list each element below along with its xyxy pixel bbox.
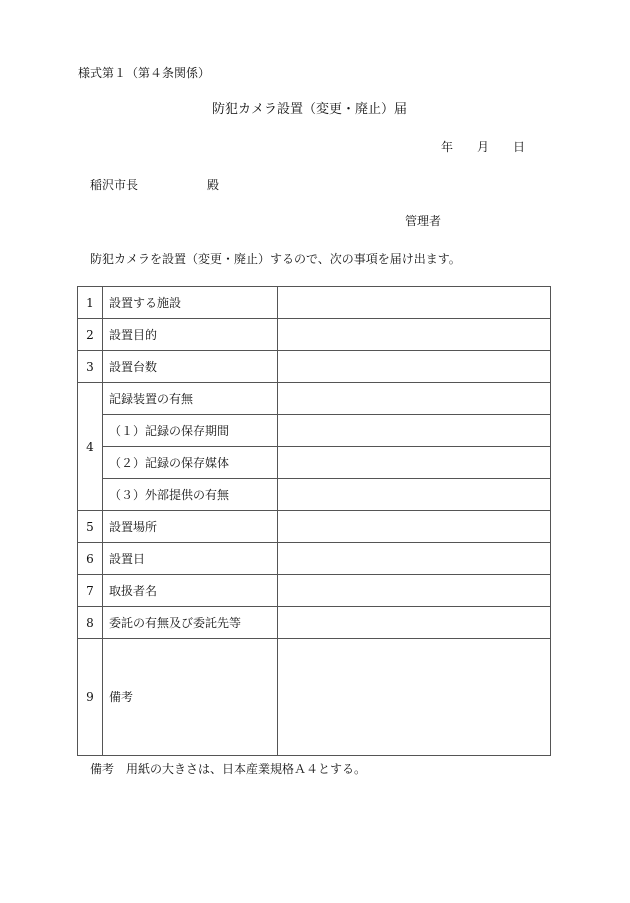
document-title: 防犯カメラ設置（変更・廃止）届 xyxy=(212,102,408,117)
row-number: 9 xyxy=(78,639,103,756)
row-value[interactable] xyxy=(278,319,551,351)
form-number: 様式第１（第４条関係） xyxy=(78,66,211,80)
row-number: 5 xyxy=(78,511,103,543)
row-label: 設置台数 xyxy=(103,351,278,383)
row-number: 2 xyxy=(78,319,103,351)
table-row xyxy=(78,575,551,607)
row-number: 4 xyxy=(78,383,103,511)
row-value[interactable] xyxy=(278,383,551,415)
row-label: 取扱者名 xyxy=(103,575,278,607)
row-number: 1 xyxy=(78,287,103,319)
addressee-honorific: 殿 xyxy=(207,178,220,192)
table-row xyxy=(78,319,551,351)
row-value[interactable] xyxy=(278,639,551,756)
row-value[interactable] xyxy=(278,575,551,607)
row-value[interactable] xyxy=(278,415,551,447)
row-sublabel: （１）記録の保存期間 xyxy=(103,415,278,447)
table-row xyxy=(78,287,551,319)
table-row xyxy=(78,639,551,756)
row-sublabel: （２）記録の保存媒体 xyxy=(103,447,278,479)
row-value[interactable] xyxy=(278,543,551,575)
table-row xyxy=(78,351,551,383)
table-row xyxy=(78,447,551,479)
row-number: 6 xyxy=(78,543,103,575)
row-value[interactable] xyxy=(278,447,551,479)
row-number: 8 xyxy=(78,607,103,639)
table-row xyxy=(78,479,551,511)
row-label: 設置する施設 xyxy=(103,287,278,319)
row-label: 設置日 xyxy=(103,543,278,575)
row-number: 7 xyxy=(78,575,103,607)
row-sublabel: （３）外部提供の有無 xyxy=(103,479,278,511)
intro-text: 防犯カメラを設置（変更・廃止）するので、次の事項を届け出ます。 xyxy=(90,252,461,266)
table-row xyxy=(78,383,551,415)
row-value[interactable] xyxy=(278,351,551,383)
row-label: 委託の有無及び委託先等 xyxy=(103,607,278,639)
row-value[interactable] xyxy=(278,511,551,543)
table-row xyxy=(78,607,551,639)
footnote: 備考 用紙の大きさは、日本産業規格Ａ４とする。 xyxy=(90,762,367,776)
submitter-label: 管理者 xyxy=(405,214,442,228)
notification-table xyxy=(77,286,551,756)
table-row xyxy=(78,543,551,575)
table-row xyxy=(78,511,551,543)
addressee-name: 稲沢市長 xyxy=(90,178,139,192)
date-year-label: 年 xyxy=(441,140,454,154)
row-number: 3 xyxy=(78,351,103,383)
row-label: 備考 xyxy=(103,639,278,756)
row-label: 設置目的 xyxy=(103,319,278,351)
row-value[interactable] xyxy=(278,479,551,511)
row-value[interactable] xyxy=(278,607,551,639)
table-row xyxy=(78,415,551,447)
date-day-label: 日 xyxy=(513,140,526,154)
row-label: 記録装置の有無 xyxy=(103,383,278,415)
date-month-label: 月 xyxy=(477,140,490,154)
row-label: 設置場所 xyxy=(103,511,278,543)
row-value[interactable] xyxy=(278,287,551,319)
